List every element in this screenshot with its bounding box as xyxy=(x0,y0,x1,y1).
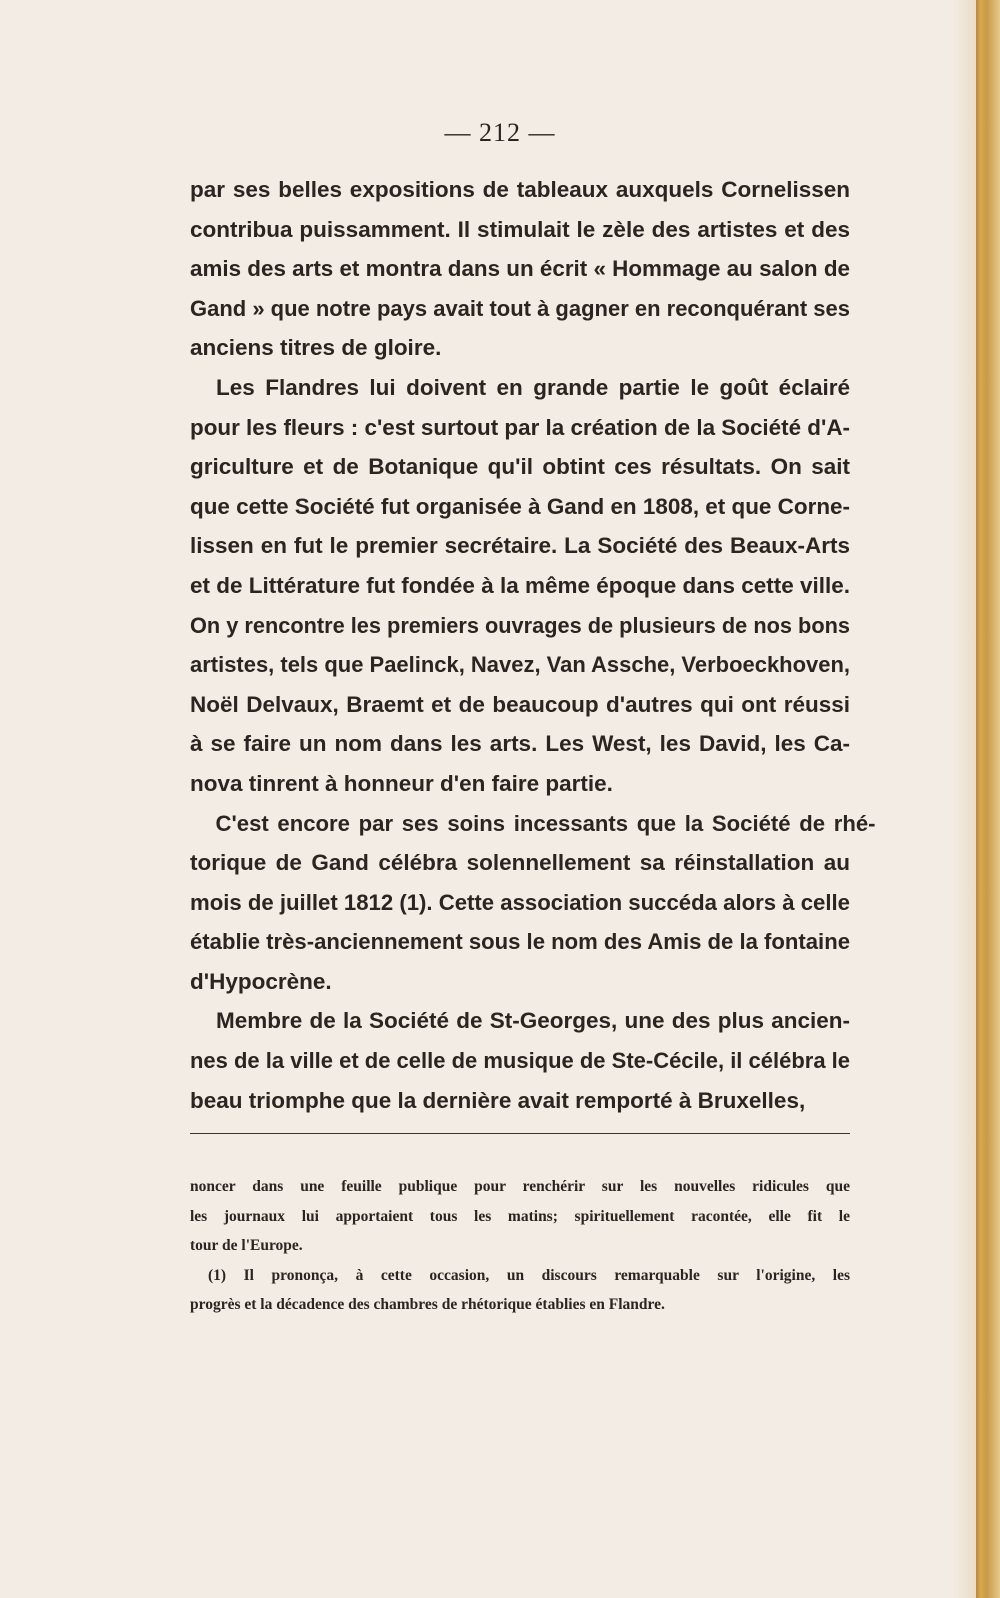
text-line: contribua puissamment. Il stimulait le zèle des artistes et des xyxy=(190,216,850,242)
text-line: Les Flandres lui doivent en grande partie le goût éclairé xyxy=(216,374,850,400)
text-line: à se faire un nom dans les arts. Les West, les David, les Ca- xyxy=(190,731,850,757)
text-line: lissen en fut le premier secrétaire. La Société des Beaux-Arts xyxy=(190,533,850,559)
text-line: Noël Delvaux, Braemt et de beaucoup d'autres qui ont réussi xyxy=(190,691,850,717)
text-line: beau triomphe que la dernière avait remporté à Bruxelles, xyxy=(190,1087,806,1113)
text-line: et de Littérature fut fondée à la même époque dans cette ville. xyxy=(190,572,850,598)
text-line: torique de Gand célébra solennellement sa réinstallation au xyxy=(190,850,850,876)
footnote-separator xyxy=(190,1133,850,1134)
text-line: C'est encore par ses soins incessants que la Société de rhé- xyxy=(215,810,876,836)
main-text xyxy=(190,170,876,1120)
text-line: nova tinrent à honneur d'en faire partie. xyxy=(190,770,613,796)
page-number: — 212 — xyxy=(444,118,556,147)
footnote-line: noncer dans une feuille publique pour renchérir sur les nouvelles ridicules que xyxy=(190,1178,850,1195)
text-line: anciens titres de gloire. xyxy=(190,335,442,361)
text-line: Gand » que notre pays avait tout à gagner en reconquérant ses xyxy=(190,295,850,321)
footnote-line: les journaux lui apportaient tous les matins; spirituellement racontée, elle fit le xyxy=(190,1207,850,1225)
text-line: artistes, tels que Paelinck, Navez, Van Assche, Verboeckhoven, xyxy=(190,652,850,678)
text-line: par ses belles expositions de tableaux auxquels Cornelissen xyxy=(190,177,850,202)
text-line: On y rencontre les premiers ouvrages de plusieurs de nos bons xyxy=(190,612,850,638)
text-line: Membre de la Société de St-Georges, une des plus ancien- xyxy=(216,1008,850,1034)
text-line: amis des arts et montra dans un écrit « Hommage au salon de xyxy=(190,256,850,282)
footnote-line: tour de l'Europe. xyxy=(190,1237,303,1254)
book-spine-edge xyxy=(976,0,1000,1598)
text-line: mois de juillet 1812 (1). Cette association succéda alors à celle xyxy=(190,889,850,915)
text-line: pour les fleurs : c'est surtout par la création de la Société d'A- xyxy=(190,414,850,440)
footnotes xyxy=(190,1172,850,1320)
text-line: d'Hypocrène. xyxy=(190,968,332,994)
text-line: établie très-anciennement sous le nom des Amis de la fontaine xyxy=(190,929,850,955)
text-line: griculture et de Botanique qu'il obtint ces résultats. On sait xyxy=(190,454,850,480)
footnote-line: progrès et la décadence des chambres de rhétorique établies en Flandre. xyxy=(190,1296,665,1313)
text-line: nes de la ville et de celle de musique de Ste-Cécile, il célébra le xyxy=(190,1048,850,1074)
footnote-line: (1) Il prononça, à cette occasion, un discours remarquable sur l'origine, les xyxy=(208,1266,850,1284)
text-line: que cette Société fut organisée à Gand en 1808, et que Corne- xyxy=(190,493,850,519)
